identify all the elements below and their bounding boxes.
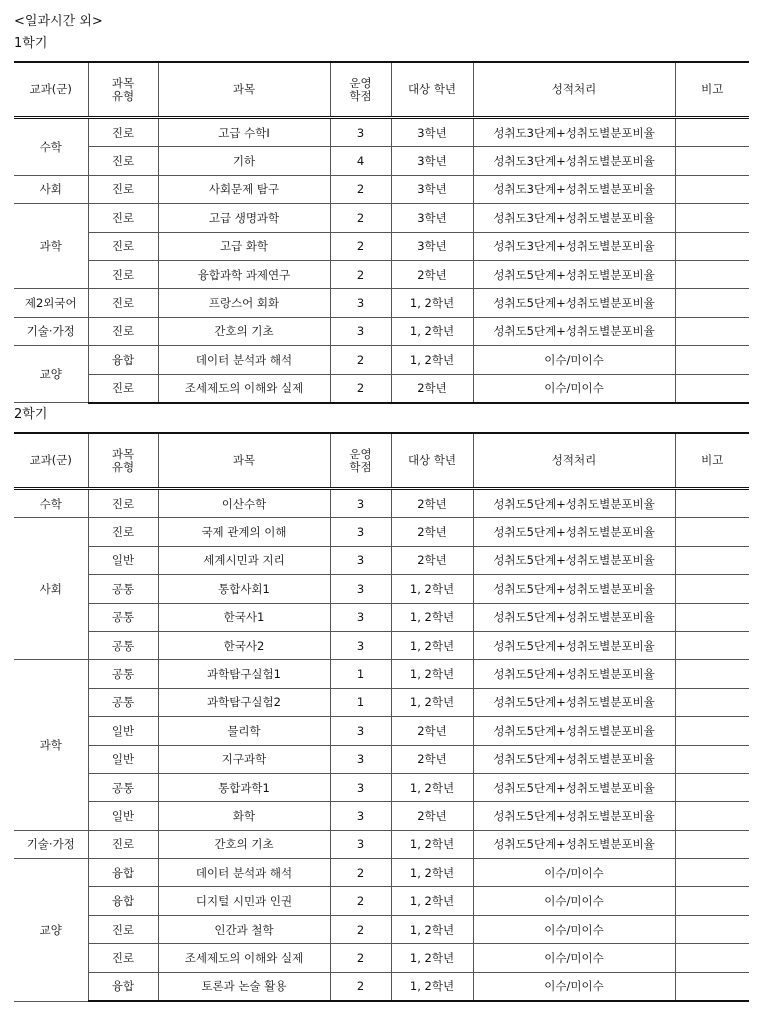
cell-grade: 1, 2학년 bbox=[391, 859, 473, 887]
cell-grade: 2학년 bbox=[391, 260, 473, 288]
cell-area: 과학 bbox=[14, 204, 88, 289]
cell-note bbox=[675, 374, 749, 403]
header-grade: 대상 학년 bbox=[391, 62, 473, 118]
cell-grading: 성취도5단계+성취도별분포비율 bbox=[473, 317, 675, 345]
table-header-row bbox=[14, 62, 749, 118]
table-row bbox=[14, 859, 749, 887]
cell-credits: 3 bbox=[330, 118, 391, 147]
cell-grading: 성취도5단계+성취도별분포비율 bbox=[473, 546, 675, 574]
table-header-row bbox=[14, 433, 749, 489]
cell-type: 공통 bbox=[88, 660, 158, 688]
header-credits-line1: 운영 bbox=[349, 75, 372, 90]
cell-type: 융합 bbox=[88, 887, 158, 915]
cell-subject: 세계시민과 지리 bbox=[158, 546, 330, 574]
cell-grading: 성취도5단계+성취도별분포비율 bbox=[473, 688, 675, 716]
cell-type: 융합 bbox=[88, 972, 158, 1001]
cell-note bbox=[675, 972, 749, 1001]
cell-grading: 성취도3단계+성취도별분포비율 bbox=[473, 118, 675, 147]
table-row bbox=[14, 518, 749, 546]
cell-subject: 조세제도의 이해와 실제 bbox=[158, 374, 330, 403]
cell-grade: 1, 2학년 bbox=[391, 346, 473, 374]
cell-note bbox=[675, 260, 749, 288]
cell-subject: 화학 bbox=[158, 802, 330, 830]
cell-subject: 국제 관계의 이해 bbox=[158, 518, 330, 546]
cell-area: 사회 bbox=[14, 518, 88, 660]
cell-note bbox=[675, 887, 749, 915]
cell-note bbox=[675, 518, 749, 546]
cell-grade: 2학년 bbox=[391, 546, 473, 574]
table-row bbox=[14, 972, 749, 1001]
cell-type: 공통 bbox=[88, 773, 158, 801]
cell-subject: 인간과 철학 bbox=[158, 915, 330, 943]
cell-note bbox=[675, 289, 749, 317]
cell-area: 과학 bbox=[14, 660, 88, 830]
cell-type: 진로 bbox=[88, 260, 158, 288]
header-grading: 성적처리 bbox=[473, 433, 675, 489]
cell-credits: 2 bbox=[330, 972, 391, 1001]
cell-area: 제2외국어 bbox=[14, 289, 88, 317]
cell-grade: 2학년 bbox=[391, 489, 473, 518]
cell-subject: 이산수학 bbox=[158, 489, 330, 518]
table-row bbox=[14, 346, 749, 374]
cell-grade: 1, 2학년 bbox=[391, 688, 473, 716]
header-type bbox=[88, 62, 158, 118]
cell-credits: 3 bbox=[330, 717, 391, 745]
cell-type: 일반 bbox=[88, 802, 158, 830]
table-row bbox=[14, 289, 749, 317]
header-credits-line1: 운영 bbox=[349, 446, 372, 461]
cell-grade: 1, 2학년 bbox=[391, 631, 473, 659]
cell-grade: 1, 2학년 bbox=[391, 660, 473, 688]
cell-grade: 2학년 bbox=[391, 374, 473, 403]
cell-subject: 한국사2 bbox=[158, 631, 330, 659]
table-row bbox=[14, 887, 749, 915]
cell-type: 진로 bbox=[88, 830, 158, 858]
table-row bbox=[14, 660, 749, 688]
cell-grade: 2학년 bbox=[391, 717, 473, 745]
cell-grading: 성취도3단계+성취도별분포비율 bbox=[473, 204, 675, 232]
cell-subject: 고급 생명과학 bbox=[158, 204, 330, 232]
header-type-line2: 유형 bbox=[111, 459, 135, 474]
cell-subject: 과학탐구실험2 bbox=[158, 688, 330, 716]
table-row bbox=[14, 802, 749, 830]
semester1-body bbox=[14, 118, 749, 403]
cell-credits: 3 bbox=[330, 830, 391, 858]
table-row bbox=[14, 773, 749, 801]
table-row bbox=[14, 317, 749, 345]
cell-subject: 물리학 bbox=[158, 717, 330, 745]
cell-type: 공통 bbox=[88, 575, 158, 603]
cell-credits: 2 bbox=[330, 944, 391, 972]
cell-note bbox=[675, 204, 749, 232]
section-title: <일과시간 외> bbox=[14, 14, 103, 29]
cell-credits: 2 bbox=[330, 260, 391, 288]
header-area: 교과(군) bbox=[14, 62, 88, 118]
cell-note bbox=[675, 773, 749, 801]
cell-credits: 2 bbox=[330, 374, 391, 403]
cell-credits: 1 bbox=[330, 660, 391, 688]
cell-note bbox=[675, 802, 749, 830]
cell-subject: 과학탐구실험1 bbox=[158, 660, 330, 688]
table-row bbox=[14, 575, 749, 603]
cell-note bbox=[675, 603, 749, 631]
cell-area: 교양 bbox=[14, 859, 88, 1001]
cell-note bbox=[675, 346, 749, 374]
cell-note bbox=[675, 546, 749, 574]
cell-note bbox=[675, 859, 749, 887]
cell-subject: 간호의 기초 bbox=[158, 830, 330, 858]
cell-type: 융합 bbox=[88, 859, 158, 887]
cell-grading: 성취도3단계+성취도별분포비율 bbox=[473, 175, 675, 203]
cell-type: 일반 bbox=[88, 745, 158, 773]
cell-subject: 조세제도의 이해와 실제 bbox=[158, 944, 330, 972]
cell-grade: 3학년 bbox=[391, 147, 473, 175]
table-row bbox=[14, 147, 749, 175]
cell-grade: 1, 2학년 bbox=[391, 317, 473, 345]
table-row bbox=[14, 232, 749, 260]
table-row bbox=[14, 915, 749, 943]
cell-type: 진로 bbox=[88, 175, 158, 203]
cell-credits: 3 bbox=[330, 289, 391, 317]
cell-grade: 1, 2학년 bbox=[391, 773, 473, 801]
cell-type: 공통 bbox=[88, 688, 158, 716]
cell-grade: 1, 2학년 bbox=[391, 915, 473, 943]
cell-note bbox=[675, 631, 749, 659]
cell-credits: 2 bbox=[330, 175, 391, 203]
semester1-table bbox=[14, 61, 749, 404]
cell-grading: 성취도5단계+성취도별분포비율 bbox=[473, 745, 675, 773]
header-type-line2: 유형 bbox=[111, 88, 135, 103]
cell-type: 융합 bbox=[88, 346, 158, 374]
cell-grading: 성취도3단계+성취도별분포비율 bbox=[473, 232, 675, 260]
header-type-line1: 과목 bbox=[111, 75, 135, 90]
cell-credits: 3 bbox=[330, 317, 391, 345]
cell-credits: 3 bbox=[330, 773, 391, 801]
cell-grading: 성취도5단계+성취도별분포비율 bbox=[473, 773, 675, 801]
header-credits bbox=[330, 62, 391, 118]
cell-credits: 4 bbox=[330, 147, 391, 175]
cell-grading: 이수/미이수 bbox=[473, 346, 675, 374]
cell-grading: 이수/미이수 bbox=[473, 887, 675, 915]
cell-credits: 2 bbox=[330, 915, 391, 943]
table-row bbox=[14, 260, 749, 288]
semester2-body bbox=[14, 489, 749, 1002]
cell-grading: 성취도5단계+성취도별분포비율 bbox=[473, 575, 675, 603]
cell-grading: 성취도5단계+성취도별분포비율 bbox=[473, 802, 675, 830]
header-credits-line2: 학점 bbox=[349, 88, 372, 103]
semester2-label: 2학기 bbox=[14, 407, 48, 422]
cell-credits: 2 bbox=[330, 232, 391, 260]
cell-subject: 지구과학 bbox=[158, 745, 330, 773]
cell-credits: 3 bbox=[330, 631, 391, 659]
cell-credits: 2 bbox=[330, 346, 391, 374]
cell-subject: 한국사1 bbox=[158, 603, 330, 631]
table-row bbox=[14, 830, 749, 858]
header-subject: 과목 bbox=[158, 433, 330, 489]
cell-grade: 2학년 bbox=[391, 518, 473, 546]
cell-grade: 1, 2학년 bbox=[391, 575, 473, 603]
table-row bbox=[14, 489, 749, 518]
table-row bbox=[14, 745, 749, 773]
cell-grading: 성취도5단계+성취도별분포비율 bbox=[473, 717, 675, 745]
cell-type: 진로 bbox=[88, 289, 158, 317]
cell-grade: 3학년 bbox=[391, 204, 473, 232]
cell-credits: 3 bbox=[330, 603, 391, 631]
cell-type: 진로 bbox=[88, 204, 158, 232]
cell-area: 교양 bbox=[14, 346, 88, 403]
cell-credits: 2 bbox=[330, 887, 391, 915]
cell-grade: 1, 2학년 bbox=[391, 289, 473, 317]
cell-grading: 성취도3단계+성취도별분포비율 bbox=[473, 147, 675, 175]
cell-grade: 2학년 bbox=[391, 745, 473, 773]
cell-type: 일반 bbox=[88, 717, 158, 745]
cell-subject: 융합과학 과제연구 bbox=[158, 260, 330, 288]
cell-grade: 1, 2학년 bbox=[391, 972, 473, 1001]
header-grade: 대상 학년 bbox=[391, 433, 473, 489]
cell-note bbox=[675, 175, 749, 203]
cell-type: 진로 bbox=[88, 374, 158, 403]
table-row bbox=[14, 175, 749, 203]
header-grading: 성적처리 bbox=[473, 62, 675, 118]
cell-subject: 데이터 분석과 해석 bbox=[158, 346, 330, 374]
cell-type: 진로 bbox=[88, 232, 158, 260]
header-subject: 과목 bbox=[158, 62, 330, 118]
cell-type: 공통 bbox=[88, 631, 158, 659]
cell-grade: 3학년 bbox=[391, 232, 473, 260]
header-type bbox=[88, 433, 158, 489]
cell-note bbox=[675, 147, 749, 175]
cell-subject: 통합사회1 bbox=[158, 575, 330, 603]
cell-grade: 1, 2학년 bbox=[391, 830, 473, 858]
cell-credits: 3 bbox=[330, 575, 391, 603]
header-note: 비고 bbox=[675, 62, 749, 118]
cell-subject: 디지털 시민과 인권 bbox=[158, 887, 330, 915]
cell-area: 수학 bbox=[14, 118, 88, 176]
cell-credits: 1 bbox=[330, 688, 391, 716]
table-row bbox=[14, 118, 749, 147]
header-credits bbox=[330, 433, 391, 489]
cell-subject: 사회문제 탐구 bbox=[158, 175, 330, 203]
cell-grading: 이수/미이수 bbox=[473, 915, 675, 943]
table-row bbox=[14, 944, 749, 972]
cell-credits: 2 bbox=[330, 859, 391, 887]
cell-area: 기술·가정 bbox=[14, 830, 88, 858]
cell-grade: 3학년 bbox=[391, 118, 473, 147]
cell-note bbox=[675, 575, 749, 603]
table-row bbox=[14, 631, 749, 659]
table-row bbox=[14, 688, 749, 716]
cell-grading: 성취도5단계+성취도별분포비율 bbox=[473, 289, 675, 317]
cell-grade: 1, 2학년 bbox=[391, 887, 473, 915]
cell-type: 진로 bbox=[88, 147, 158, 175]
cell-credits: 2 bbox=[330, 204, 391, 232]
cell-area: 기술·가정 bbox=[14, 317, 88, 345]
cell-note bbox=[675, 232, 749, 260]
cell-type: 진로 bbox=[88, 317, 158, 345]
cell-note bbox=[675, 915, 749, 943]
table-row bbox=[14, 374, 749, 403]
cell-credits: 3 bbox=[330, 518, 391, 546]
cell-note bbox=[675, 118, 749, 147]
cell-subject: 고급 화학 bbox=[158, 232, 330, 260]
cell-type: 진로 bbox=[88, 915, 158, 943]
cell-type: 일반 bbox=[88, 546, 158, 574]
header-credits-line2: 학점 bbox=[349, 459, 372, 474]
cell-note bbox=[675, 717, 749, 745]
cell-subject: 간호의 기초 bbox=[158, 317, 330, 345]
cell-note bbox=[675, 830, 749, 858]
cell-subject: 토론과 논술 활용 bbox=[158, 972, 330, 1001]
cell-subject: 데이터 분석과 해석 bbox=[158, 859, 330, 887]
cell-grading: 이수/미이수 bbox=[473, 374, 675, 403]
cell-grading: 성취도5단계+성취도별분포비율 bbox=[473, 603, 675, 631]
table-row bbox=[14, 603, 749, 631]
cell-note bbox=[675, 317, 749, 345]
cell-grading: 성취도5단계+성취도별분포비율 bbox=[473, 631, 675, 659]
cell-credits: 3 bbox=[330, 546, 391, 574]
table-row bbox=[14, 717, 749, 745]
cell-grade: 1, 2학년 bbox=[391, 603, 473, 631]
cell-type: 진로 bbox=[88, 118, 158, 147]
cell-grading: 성취도5단계+성취도별분포비율 bbox=[473, 518, 675, 546]
cell-grading: 이수/미이수 bbox=[473, 972, 675, 1001]
cell-credits: 3 bbox=[330, 802, 391, 830]
cell-area: 사회 bbox=[14, 175, 88, 203]
cell-type: 진로 bbox=[88, 489, 158, 518]
cell-subject: 고급 수학Ⅰ bbox=[158, 118, 330, 147]
cell-note bbox=[675, 660, 749, 688]
cell-grade: 3학년 bbox=[391, 175, 473, 203]
cell-note bbox=[675, 944, 749, 972]
cell-grading: 이수/미이수 bbox=[473, 944, 675, 972]
header-area: 교과(군) bbox=[14, 433, 88, 489]
header-note: 비고 bbox=[675, 433, 749, 489]
cell-grading: 성취도5단계+성취도별분포비율 bbox=[473, 260, 675, 288]
cell-note bbox=[675, 489, 749, 518]
cell-note bbox=[675, 688, 749, 716]
cell-credits: 3 bbox=[330, 489, 391, 518]
cell-subject: 기하 bbox=[158, 147, 330, 175]
cell-grading: 성취도5단계+성취도별분포비율 bbox=[473, 830, 675, 858]
table-row bbox=[14, 204, 749, 232]
cell-subject: 통합과학1 bbox=[158, 773, 330, 801]
cell-credits: 3 bbox=[330, 745, 391, 773]
table-row bbox=[14, 546, 749, 574]
cell-type: 진로 bbox=[88, 944, 158, 972]
header-type-line1: 과목 bbox=[111, 446, 135, 461]
cell-grading: 성취도5단계+성취도별분포비율 bbox=[473, 489, 675, 518]
cell-grade: 2학년 bbox=[391, 802, 473, 830]
cell-note bbox=[675, 745, 749, 773]
cell-grade: 1, 2학년 bbox=[391, 944, 473, 972]
cell-grading: 이수/미이수 bbox=[473, 859, 675, 887]
cell-grading: 성취도5단계+성취도별분포비율 bbox=[473, 660, 675, 688]
cell-type: 공통 bbox=[88, 603, 158, 631]
cell-area: 수학 bbox=[14, 489, 88, 518]
cell-type: 진로 bbox=[88, 518, 158, 546]
semester2-table bbox=[14, 432, 749, 1002]
cell-subject: 프랑스어 회화 bbox=[158, 289, 330, 317]
semester1-label: 1학기 bbox=[14, 36, 48, 51]
